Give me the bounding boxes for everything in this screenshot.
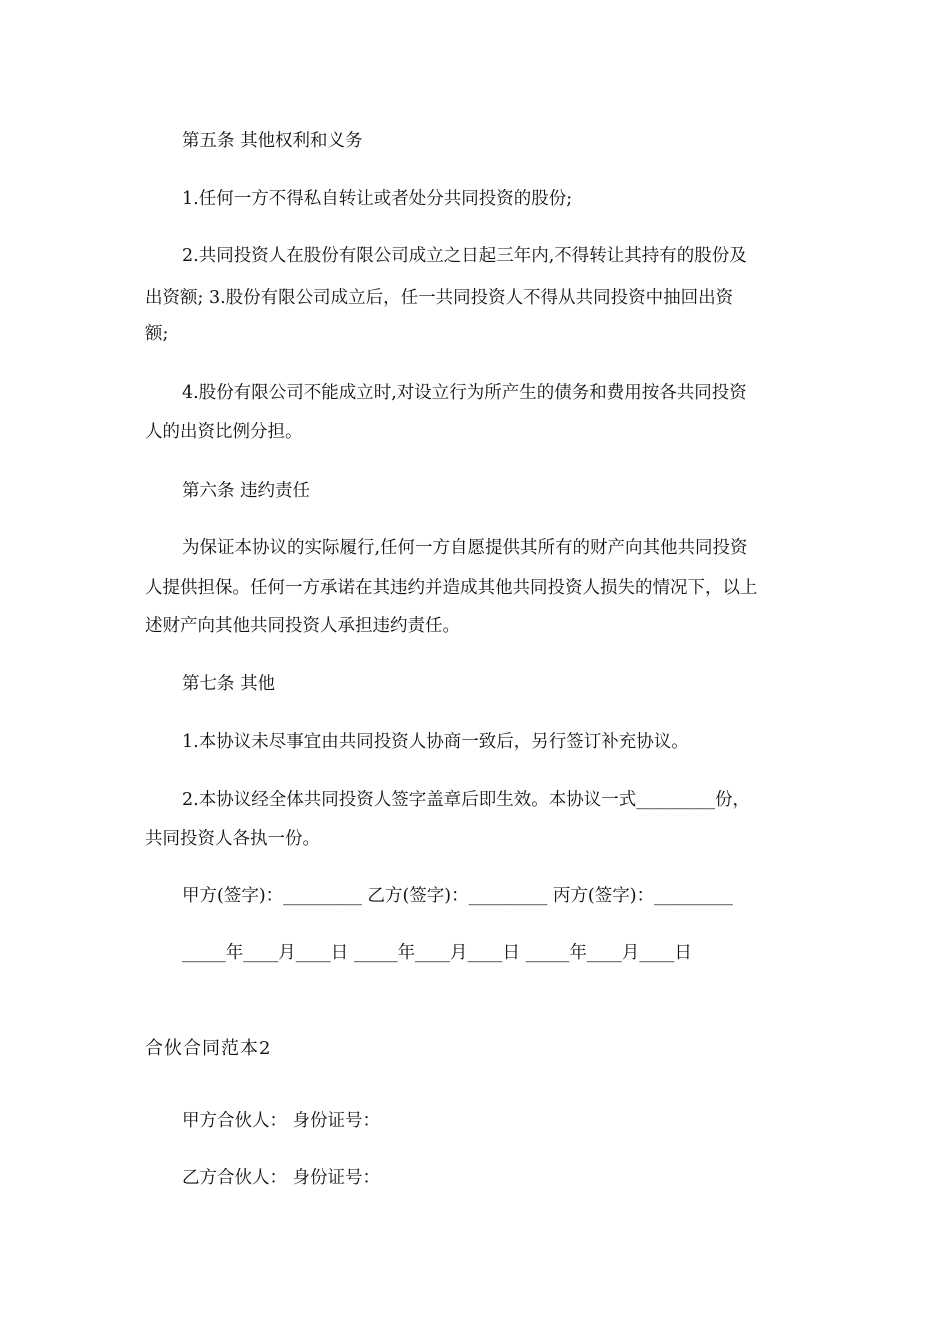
article-5-clause-1: 1.任何一方不得私自转让或者处分共同投资的股份;	[182, 189, 573, 209]
article-7-heading: 第七条 其他	[182, 674, 276, 694]
article-6-text-line-1: 为保证本协议的实际履行,任何一方自愿提供其所有的财产向其他共同投资	[182, 538, 748, 558]
article-7-clause-2-line-2: 共同投资人各执一份。	[145, 829, 320, 849]
party-a-line: 甲方合伙人： 身份证号：	[182, 1111, 381, 1131]
article-5-clause-4-line-1: 4.股份有限公司不能成立时,对设立行为所产生的债务和费用按各共同投资	[182, 383, 747, 403]
article-5-clause-2-line-1: 2.共同投资人在股份有限公司成立之日起三年内,不得转让其持有的股份及	[182, 246, 747, 266]
signature-line: 甲方(签字)：_________ 乙方(签字)：_________ 丙方(签字)：_________	[182, 886, 733, 906]
article-7-clause-2-line-1: 2.本协议经全体共同投资人签字盖章后即生效。本协议一式_________份，	[182, 790, 750, 810]
article-5-clause-2-line-3: 额;	[145, 324, 169, 344]
article-6-text-line-2: 人提供担保。任何一方承诺在其违约并造成其他共同投资人损失的情况下，以上	[145, 578, 758, 598]
article-6-text-line-3: 述财产向其他共同投资人承担违约责任。	[145, 616, 460, 636]
article-5-heading: 第五条 其他权利和义务	[182, 131, 363, 151]
article-7-clause-1: 1.本协议未尽事宜由共同投资人协商一致后，另行签订补充协议。	[182, 732, 689, 752]
article-5-clause-2-line-2: 出资额; 3.股份有限公司成立后，任一共同投资人不得从共同投资中抽回出资	[145, 288, 734, 308]
article-6-heading: 第六条 违约责任	[182, 481, 311, 501]
section-title: 合伙合同范本2	[145, 1038, 272, 1059]
date-line: _____年____月____日 _____年____月____日 _____年____月____日	[182, 943, 692, 963]
article-5-clause-4-line-2: 人的出资比例分担。	[145, 422, 303, 442]
party-b-line: 乙方合伙人： 身份证号：	[182, 1168, 381, 1188]
